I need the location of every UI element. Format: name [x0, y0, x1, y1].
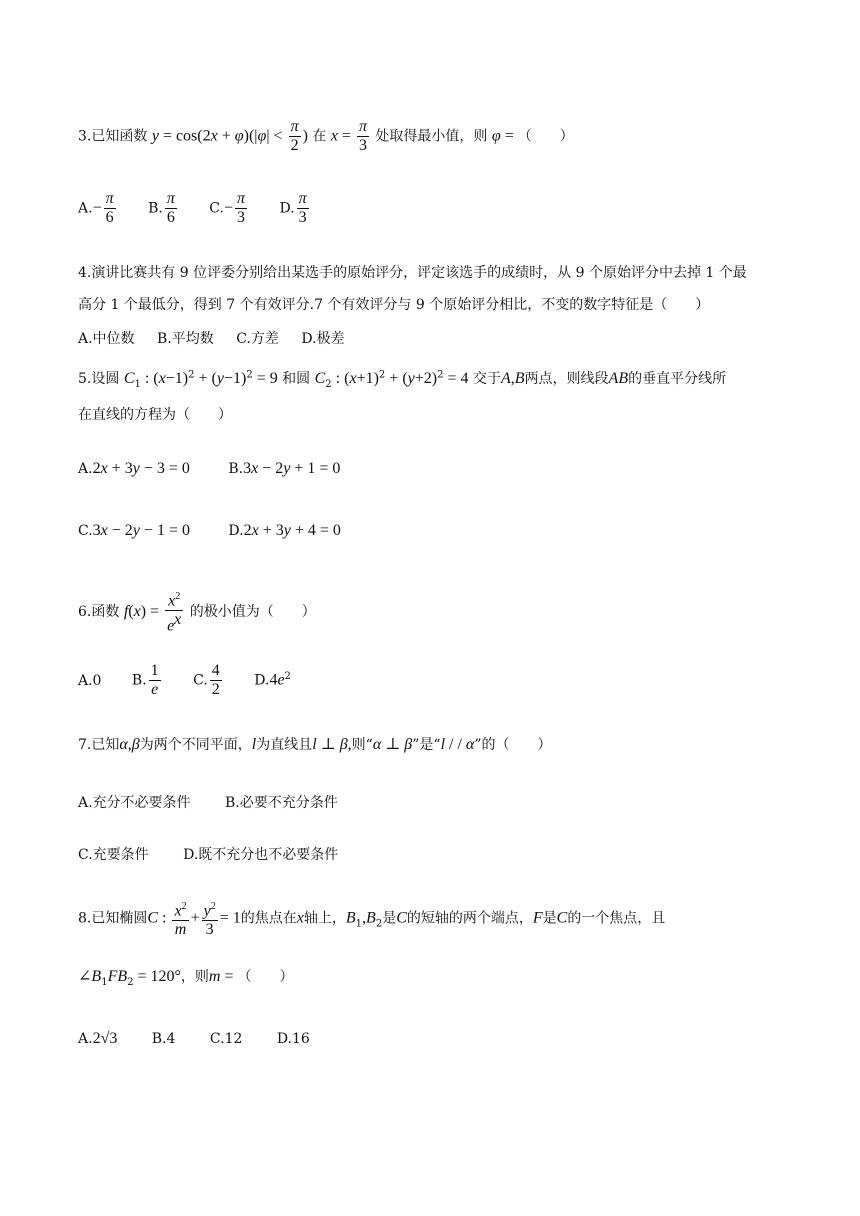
q8-option-d: D.16: [276, 1031, 310, 1047]
q4-options: [78, 328, 371, 348]
q5-stem-line1: 5.设圆 $C_1$ : $(x-1)^2 + (y-1)^2 = 9$ 和圆 $C_2$ : $(x+1)^2 + (y+2)^2 = 4$ 交于A,B两点，则线段AB的垂直平分线所: [78, 369, 727, 390]
q3-function-formula: y: [151, 127, 159, 145]
q7-stem: 7.已知α,β为两个不同平面，l为直线且l ⊥ β,则“α ⊥ β”是“l / / α”的（ ）: [78, 736, 552, 753]
q7-option-c: C.充要条件: [78, 847, 149, 863]
q3-option-d: D. $\frac{\pi}{3}$: [279, 190, 307, 226]
q5-stem-line2: 在直线的方程为（ ）: [78, 407, 232, 423]
q6-option-a: A.0: [78, 672, 102, 689]
q7-options-row1: [78, 792, 364, 812]
q6-option-b: B. $\frac{1}{e}$: [131, 662, 159, 698]
q6-options: [78, 662, 317, 699]
q7-option-d: D.既不充分也不必要条件: [183, 847, 339, 863]
q8-options: [78, 1030, 336, 1048]
q5-options-row2: [78, 522, 367, 540]
q4-option-c: C.方差: [236, 331, 279, 347]
q8-option-c: C.12: [209, 1031, 243, 1047]
q5-option-c: C.3x − 2y − 1 = 0: [78, 522, 190, 539]
q3-option-a: A.− $\frac{\pi}{6}$: [78, 190, 114, 226]
q5-option-a: A.2x + 3y − 3 = 0: [78, 460, 190, 477]
q5-options-row1: [78, 460, 366, 478]
q7-options-row2: [78, 844, 364, 864]
q7-option-a: A.充分不必要条件: [78, 795, 191, 811]
q4-option-d: D.极差: [301, 331, 345, 347]
q6-stem: 6.函数 f(x) = $\frac{x^2}{e^x}$ 的极小值为（ ）: [78, 588, 316, 636]
q4-stem-line2: 高分 1 个最低分，得到 7 个有效评分.7 个有效评分与 9 个原始评分相比，不变的数字特征是（ ）: [78, 297, 710, 313]
q7-option-b: B.必要不充分条件: [225, 795, 338, 811]
q3-stem: 3.已知函数 y = cos(2x + φ)(|φ| < $\frac{\pi}{2}$ ) 在 x = $\frac{\pi}{3}$ 处取得最小值，则 φ = （ ）: [78, 118, 574, 154]
q4-option-a: A.中位数: [78, 331, 135, 347]
q5-option-d: D.2x + 3y + 4 = 0: [228, 522, 341, 539]
q8-option-b: B.4: [151, 1031, 176, 1047]
q3-option-c: C.− $\frac{\pi}{3}$: [209, 190, 245, 226]
q3-option-b: B. $\frac{\pi}{6}$: [148, 190, 175, 226]
q8-stem-line2: $\angle B_1FB_2 = 120^\circ$，则m = （ ）: [78, 968, 294, 988]
q8-stem-line1: 8.已知椭圆C : $\frac{x^2}{m}$ + $\frac{y^2}{3}$ = 1的焦点在x轴上，$B_1,B_2$是C的短轴的两个端点，F是C的一个焦点，且: [78, 898, 665, 939]
q4-option-b: B.平均数: [157, 331, 214, 347]
q6-option-d: $D.4e^2$: [254, 670, 291, 689]
q3-options: [78, 190, 337, 227]
q4-stem-line1: 4.演讲比赛共有 9 位评委分别给出某选手的原始评分，评定该选手的成绩时，从 9 个原始评分中去掉 1 个最: [78, 265, 747, 281]
q5-option-b: B.3x − 2y + 1 = 0: [228, 460, 341, 477]
q8-option-a: A.2√3: [78, 1030, 118, 1047]
q6-option-c: C. $\frac{4}{2}$: [193, 662, 220, 698]
